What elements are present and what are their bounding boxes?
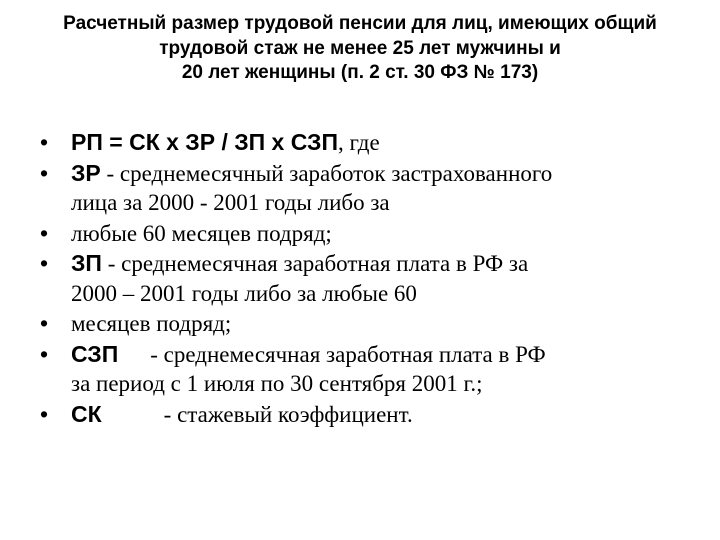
item-text: - среднемесячная заработная плата в РФ за: [101, 251, 529, 276]
list-item: [40, 309, 700, 339]
bullet-icon: •: [40, 129, 49, 155]
title-line-2: трудовой стаж не менее 25 лет мужчины и: [159, 37, 561, 59]
bullet-list: [40, 128, 700, 430]
bullet-icon: •: [40, 159, 49, 186]
item-text: любые 60 месяцев подряд;: [71, 220, 332, 246]
bullet-icon: •: [40, 310, 49, 336]
list-item: [40, 400, 700, 430]
term-sk: СК: [71, 400, 102, 427]
item-text: месяцев подряд;: [71, 311, 232, 336]
item-continuation: за период с 1 июля по 30 сентября 2001 г.;: [71, 371, 483, 396]
item-continuation: лица за 2000 - 2001 годы либо за: [71, 190, 390, 215]
title-line-1: Расчетный размер трудовой пенсии для лиц, имеющих общий: [63, 13, 657, 34]
item-text: , где: [337, 130, 380, 155]
term-zp: ЗП: [71, 250, 102, 276]
term-zr: ЗР: [71, 159, 101, 186]
list-item: [40, 249, 700, 308]
list-item: [40, 159, 700, 218]
bullet-icon: •: [40, 340, 49, 367]
term-szp: СЗП: [71, 340, 119, 367]
item-text: - стажевый коэффициент.: [163, 401, 413, 427]
item-text: - среднемесячная заработная плата в РФ: [150, 341, 546, 367]
list-item: [40, 128, 700, 158]
item-continuation: 2000 – 2001 годы либо за любые 60: [71, 280, 417, 306]
bullet-icon: •: [40, 400, 49, 427]
slide-title: [20, 12, 700, 86]
formula: РП = СК х ЗР / ЗП х СЗП: [71, 129, 338, 155]
item-text: - среднемесячный заработок застрахованного: [100, 160, 553, 186]
list-item: [40, 340, 700, 399]
bullet-icon: •: [40, 219, 49, 246]
list-item: [40, 219, 700, 249]
bullet-icon: •: [40, 250, 49, 276]
title-line-3: 20 лет женщины (п. 2 ст. 30 ФЗ № 173): [181, 62, 539, 83]
